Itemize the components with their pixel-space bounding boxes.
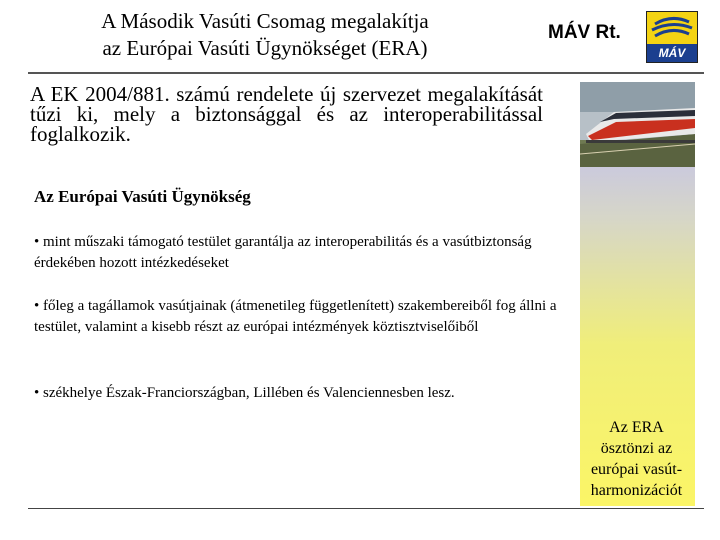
intro-paragraph: A EK 2004/881. számú rendelete új szervezet megalakítását tűzi ki, mely a biztonsággal és az interoperabilitással foglalkozik. <box>30 82 543 146</box>
section-heading: Az Európai Vasúti Ügynökség <box>34 187 251 206</box>
mav-logo-icon <box>646 11 698 63</box>
logo-text: MÁV <box>647 44 697 62</box>
title-line-2: az Európai Vasúti Ügynökséget (ERA) <box>102 36 428 60</box>
era-callout <box>578 417 695 501</box>
slide-title <box>30 8 500 62</box>
callout-line: európai vasút- <box>590 461 683 478</box>
bullet-item: • székhelye Észak-Franciországban, Lillében és Valenciennesben lesz. <box>34 385 455 401</box>
callout-line: Az ERA <box>609 419 664 436</box>
top-divider <box>28 72 704 74</box>
callout-line: harmonizációt <box>590 482 683 499</box>
bullet-item: • mint műszaki támogató testület garantálja az interoperabilitás és a vasútbiztonság érdekében hozott intézkedéseket <box>34 234 532 271</box>
train-photo <box>580 82 695 167</box>
bullet-item: • főleg a tagállamok vasútjainak (átmenetileg függetlenített) szakembereiből fog állni a testület, valamint a kisebb részt az európai intézmények köztisztviselőiből <box>34 298 557 335</box>
bottom-divider <box>28 508 704 509</box>
company-name: MÁV Rt. <box>548 22 621 43</box>
title-line-1: A Második Vasúti Csomag megalakítja <box>101 9 429 33</box>
callout-line: ösztönzi az <box>600 440 673 457</box>
